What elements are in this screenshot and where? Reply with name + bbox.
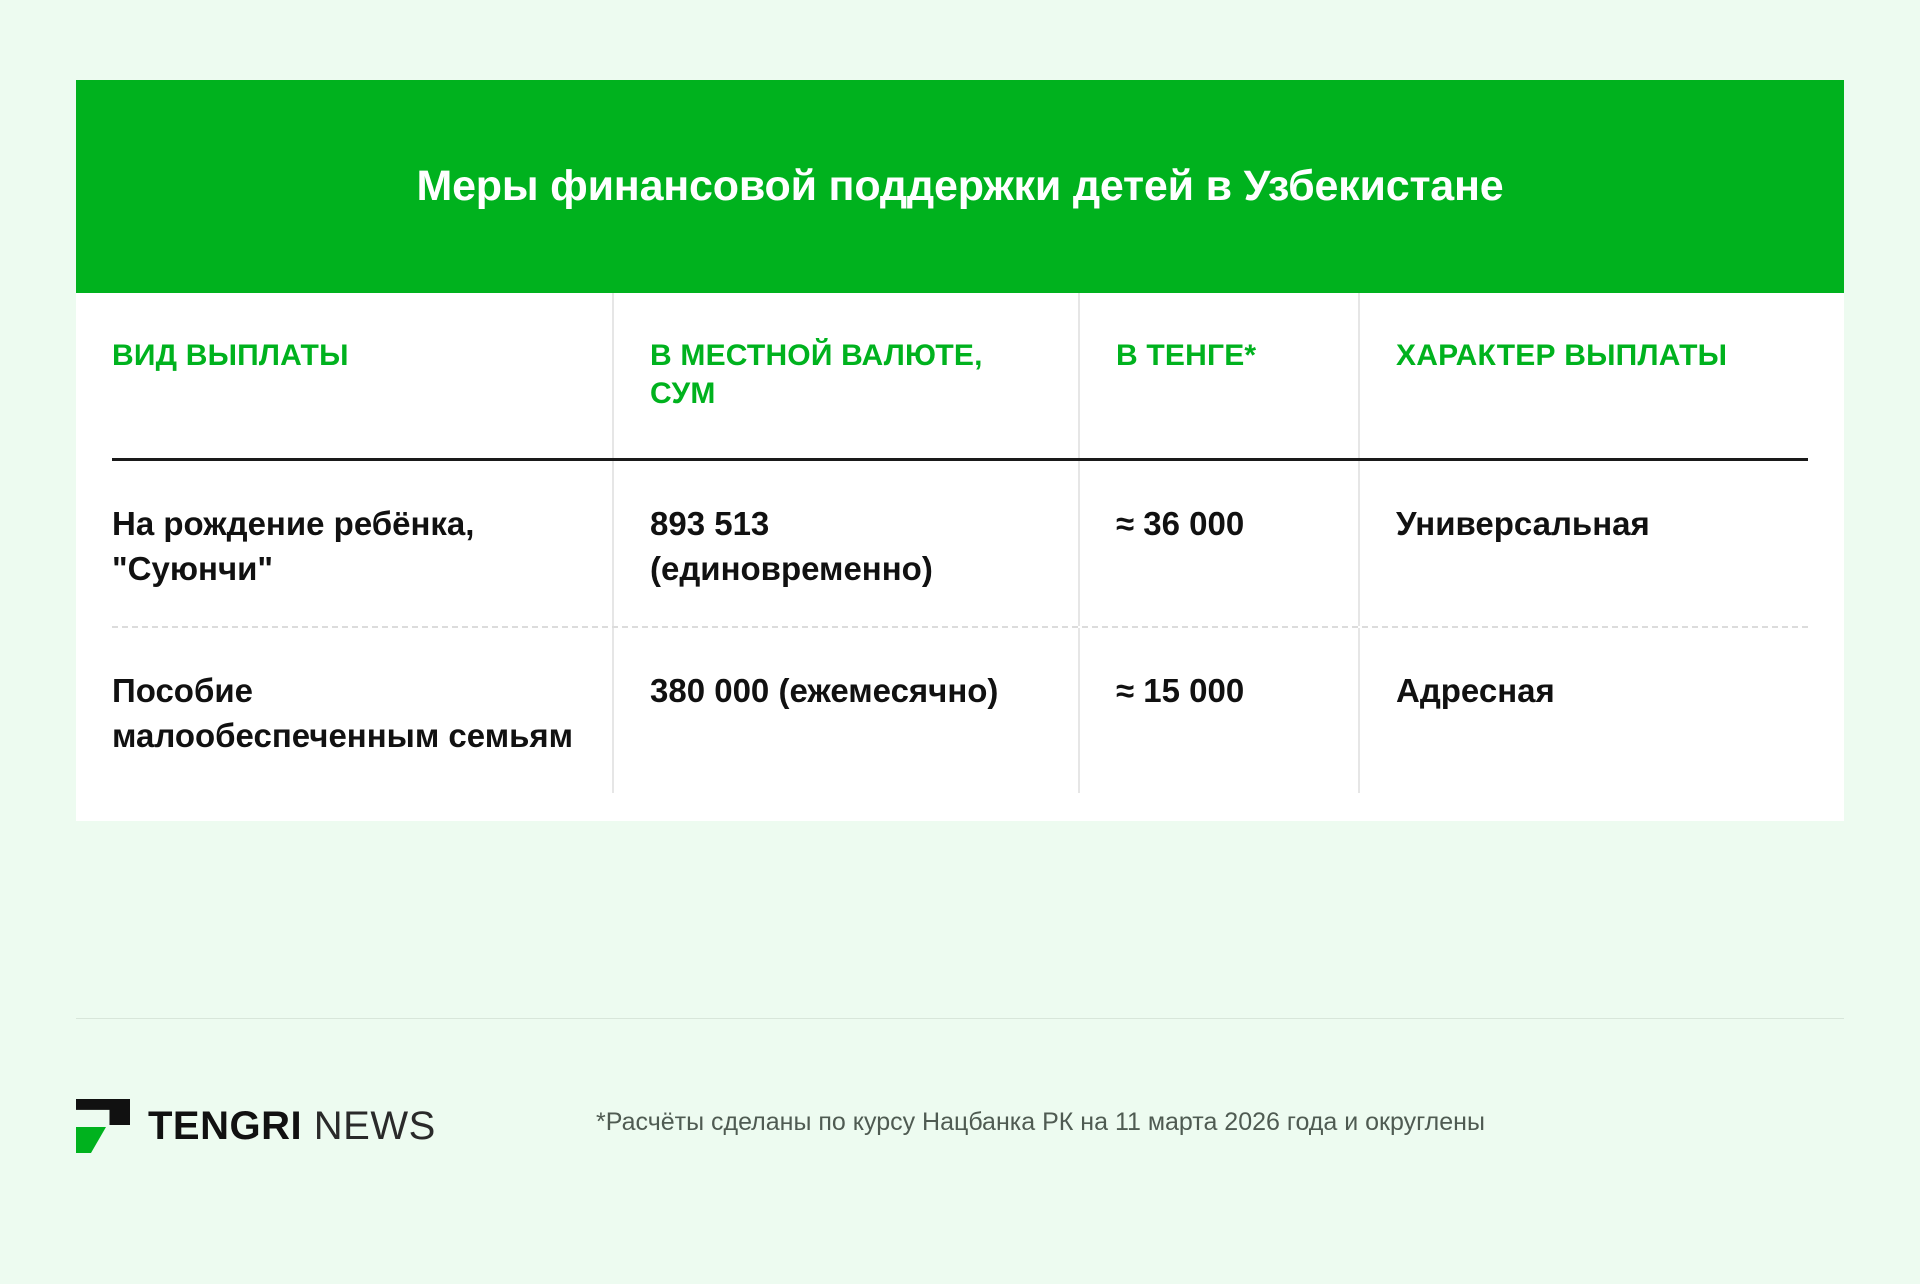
cell-text: Универсальная: [1396, 504, 1650, 542]
column-header-label: ХАРАКТЕР ВЫПЛАТЫ: [1396, 339, 1728, 372]
cell-text: ≈ 36 000: [1116, 504, 1245, 542]
cell-text: 380 000 (ежемесячно): [650, 671, 999, 709]
table-header-cell-nature: [1359, 293, 1844, 458]
cell-payment-nature: [1359, 628, 1844, 793]
logo-text-secondary: [302, 1104, 314, 1148]
cell-tenge-amount: [1079, 628, 1359, 793]
table-row: [76, 461, 1844, 626]
table-header-cell-type: [76, 293, 613, 458]
tengrinews-logo: [76, 1099, 596, 1153]
cell-local-amount: [613, 461, 1079, 626]
logo-text: [148, 1104, 436, 1149]
cell-tenge-amount: [1079, 461, 1359, 626]
logo-text-secondary-label: NEWS: [313, 1103, 436, 1148]
cell-text: Пособие малообеспеченным семьям: [112, 671, 574, 755]
cell-payment-nature: [1359, 461, 1844, 626]
footer-divider: [76, 1018, 1844, 1019]
info-card: [76, 80, 1844, 821]
cell-local-amount: [613, 628, 1079, 793]
table-row: [76, 628, 1844, 793]
cell-text: 893 513 (единовременно): [650, 504, 933, 588]
tengri-mark-icon: [76, 1099, 130, 1153]
table-header-row: [76, 293, 1844, 458]
cell-text: Адресная: [1396, 671, 1555, 709]
cell-payment-type: [76, 628, 613, 793]
column-header-label: В ТЕНГЕ*: [1116, 339, 1257, 372]
table-header-cell-tenge: [1079, 293, 1359, 458]
logo-text-primary: TENGRI: [148, 1103, 303, 1148]
column-header-label: ВИД ВЫПЛАТЫ: [112, 339, 349, 372]
payments-table: [76, 293, 1844, 458]
table-bottom-padding: [76, 793, 1844, 821]
cell-payment-type: [76, 461, 613, 626]
column-header-label: В МЕСТНОЙ ВАЛЮТЕ, СУМ: [650, 339, 983, 411]
table-header-cell-local-currency: [613, 293, 1079, 458]
footnote-text: *Расчёты сделаны по курсу Нацбанка РК на 11 марта 2026 года и округлены: [596, 1108, 1485, 1136]
payments-table-body: [76, 461, 1844, 626]
page-title: Меры финансовой поддержки детей в Узбекистане: [416, 161, 1504, 210]
cell-text: На рождение ребёнка, "Суюнчи": [112, 504, 475, 588]
card-header: [76, 80, 1844, 293]
footer-content: [76, 1099, 1844, 1153]
footer: [76, 1018, 1844, 1153]
cell-text: ≈ 15 000: [1116, 671, 1245, 709]
payments-table-body-2: [76, 628, 1844, 793]
